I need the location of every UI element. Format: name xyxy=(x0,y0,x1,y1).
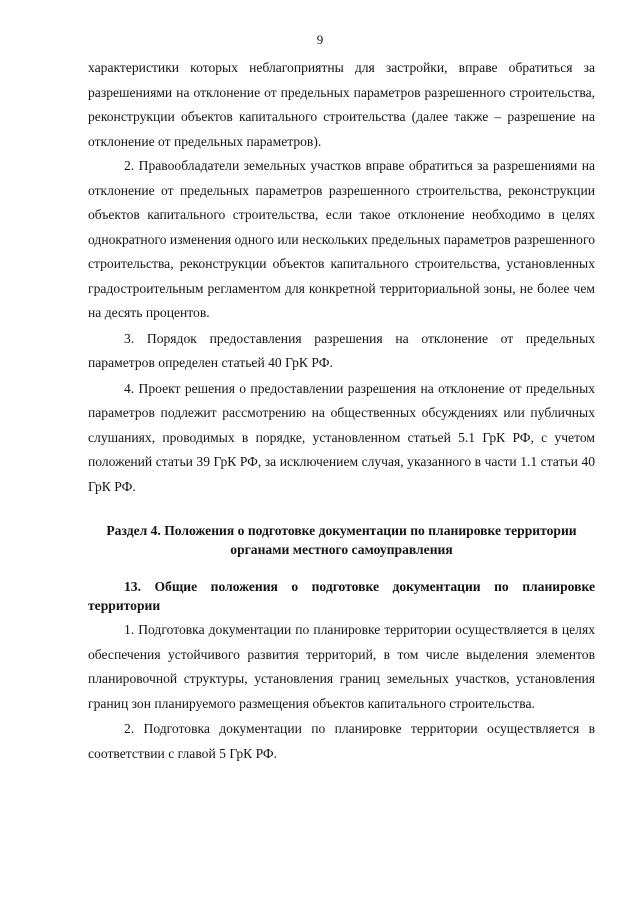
document-body xyxy=(88,56,595,767)
subsection-heading: 13. Общие положения о подготовке документации по планировке территории xyxy=(88,579,595,613)
paragraph-item-3: 3. Порядок предоставления разрешения на отклонение от предельных параметров определен статьей 40 ГрК РФ. xyxy=(88,330,595,370)
section-heading: Раздел 4. Положения о подготовке документации по планировке территории органами местного самоуправления xyxy=(106,523,577,557)
paragraph-continuation: характеристики которых неблагоприятны для застройки, вправе обратиться за разрешениями на отклонение от предельных параметров разрешенного строительства, реконструкции объектов капитального строительства (далее также – разрешение на отклонение от предельных параметров). xyxy=(88,60,595,149)
paragraph-item-2: 2. Правообладатели земельных участков вправе обратиться за разрешениями на отклонение от предельных параметров разрешенного строительства, реконструкции объектов капитального строительства, если такое отклонение необходимо в целях однократного изменения одного или нескольких предельных параметров разрешенного строительства, реконструкции объектов капитального строительства, установленных градостроительным регламентом для конкретной территориальной зоны, не более чем на десять процентов. xyxy=(88,158,596,320)
paragraph-item-2b: 2. Подготовка документации по планировке территории осуществляется в соответствии с главой 5 ГрК РФ. xyxy=(88,721,595,761)
paragraph-item-4: 4. Проект решения о предоставлении разрешения на отклонение от предельных параметров подлежит рассмотрению на общественных обсуждениях или публичных слушаниях, проводимых в порядке, установленном статьей 5.1 ГрК РФ, с учетом положений статьи 39 ГрК РФ, за исключением случая, указанного в части 1.1 статьи 40 ГрК РФ. xyxy=(88,380,595,494)
paragraph-item-1: 1. Подготовка документации по планировке территории осуществляется в целях обеспечения устойчивого развития территорий, в том числе выделения элементов планировочной структуры, установления границ земельных участков, установления границ зон планируемого размещения объектов капитального строительства. xyxy=(88,622,595,711)
page-number: 9 xyxy=(316,32,324,47)
